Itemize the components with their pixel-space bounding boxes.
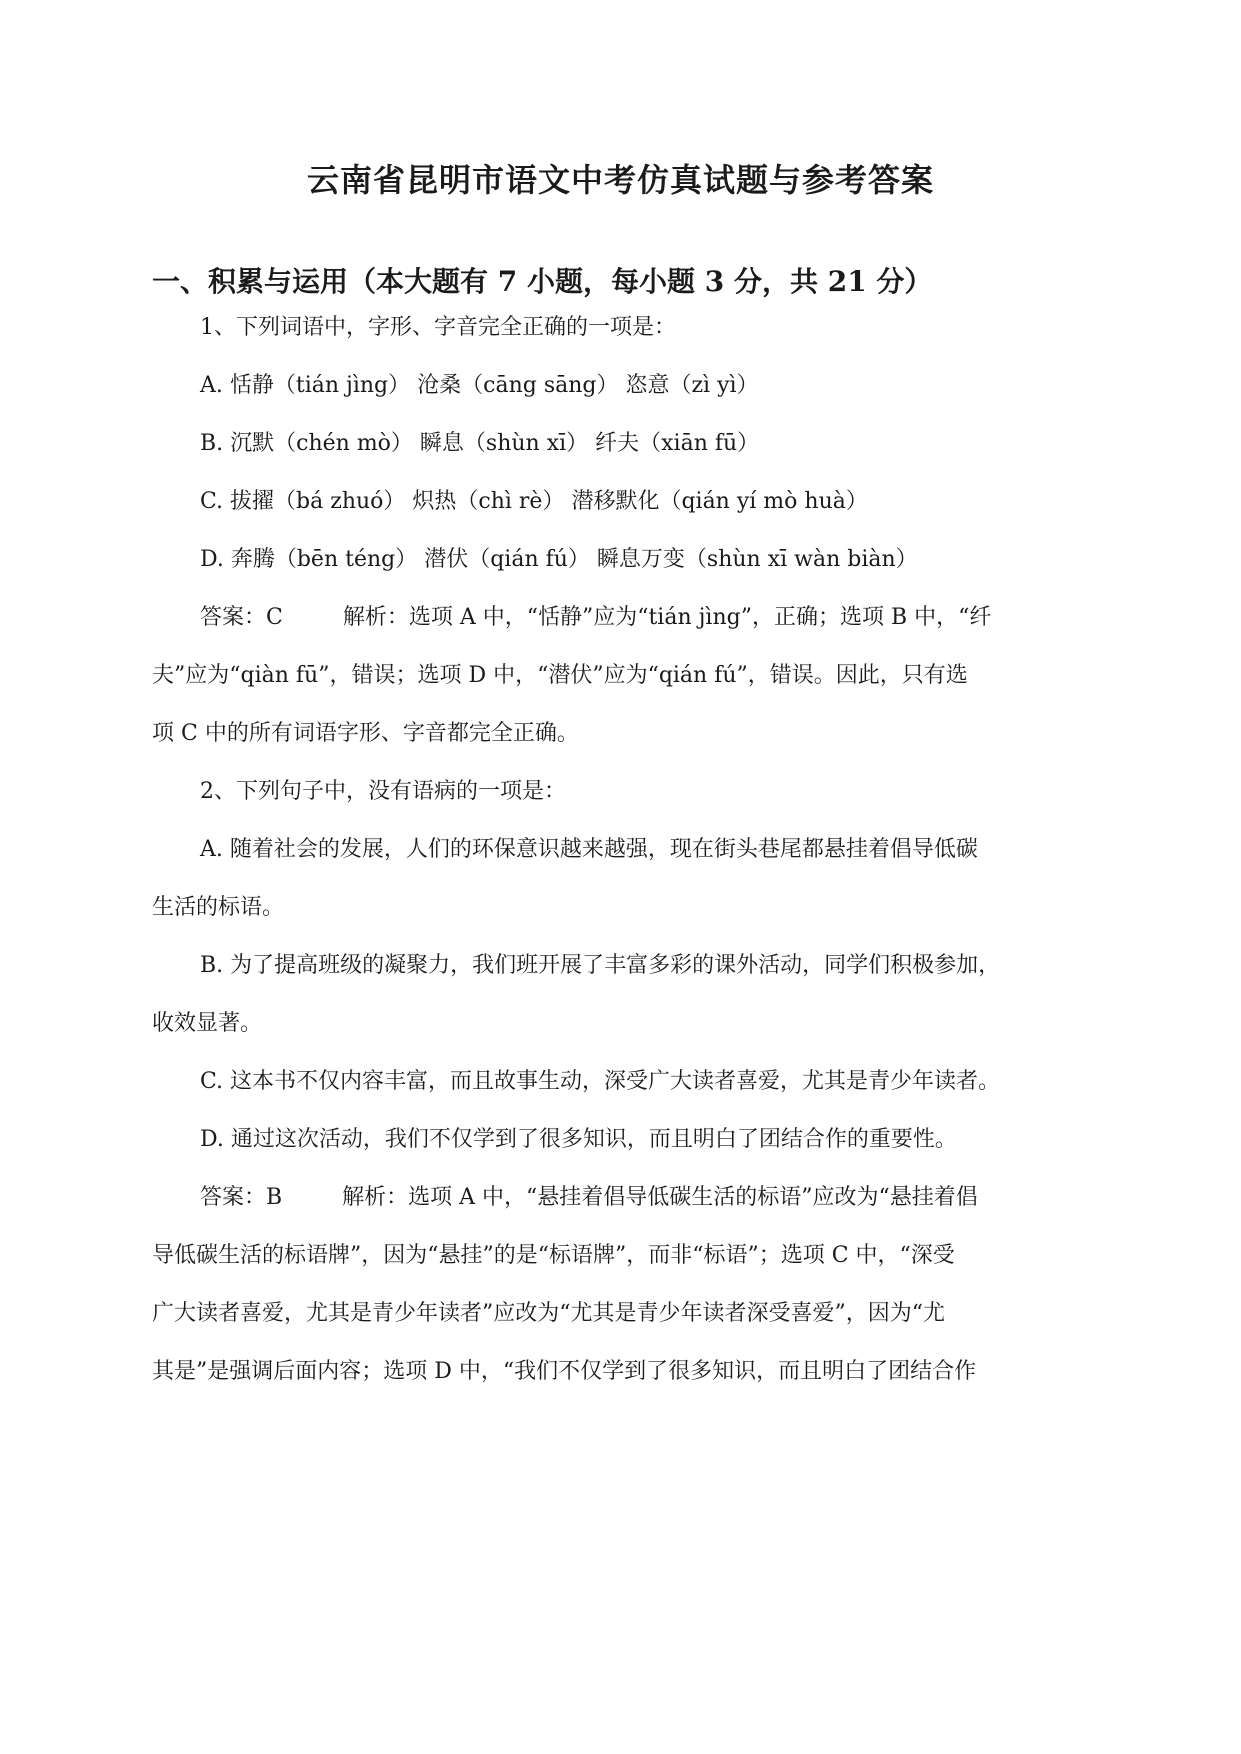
- question-2-option-b-line-2: 收效显著。: [152, 1011, 263, 1036]
- question-1-analysis-line-2: 夫”应为“qiàn fū”，错误；选项 D 中，“潜伏”应为“qián fú”，错误。因此，只有选: [152, 663, 968, 688]
- question-2-option-a-line-1: A. 随着社会的发展，人们的环保意识越来越强，现在街头巷尾都悬挂着倡导低碳: [200, 837, 978, 862]
- question-1-stem: 1、下列词语中，字形、字音完全正确的一项是：: [200, 315, 676, 340]
- question-2-option-b-line-1: B. 为了提高班级的凝聚力，我们班开展了丰富多彩的课外活动，同学们积极参加，: [200, 953, 1001, 978]
- section-heading: 一、积累与运用（本大题有 7 小题，每小题 3 分，共 21 分）: [152, 265, 933, 298]
- question-2-analysis-line-2: 导低碳生活的标语牌”，因为“悬挂”的是“标语牌”，而非“标语”；选项 C 中，“深受: [152, 1243, 955, 1268]
- question-1-analysis-line-1: 解析：选项 A 中，“恬静”应为“tián jìng”，正确；选项 B 中，“纤: [342, 605, 992, 630]
- question-1-option-b: B. 沉默（chén mò） 瞬息（shùn xī） 纤夫（xiān fū）: [200, 431, 760, 456]
- question-2-analysis-line-4: 其是”是强调后面内容；选项 D 中，“我们不仅学到了很多知识，而且明白了团结合作: [152, 1359, 977, 1384]
- question-2-stem: 2、下列句子中，没有语病的一项是：: [200, 779, 566, 804]
- question-2-option-c: C. 这本书不仅内容丰富，而且故事生动，深受广大读者喜爱，尤其是青少年读者。: [200, 1069, 1001, 1094]
- question-1-analysis-line-3: 项 C 中的所有词语字形、字音都完全正确。: [152, 721, 579, 746]
- question-2-option-d: D. 通过这次活动，我们不仅学到了很多知识，而且明白了团结合作的重要性。: [200, 1127, 957, 1152]
- question-2-answer: 答案：B: [200, 1185, 283, 1210]
- question-2-option-a-line-2: 生活的标语。: [152, 895, 285, 920]
- question-1-option-d: D. 奔腾（bēn téng） 潜伏（qián fú） 瞬息万变（shùn xī wàn biàn）: [200, 547, 918, 572]
- question-1-answer: 答案：C: [200, 605, 283, 630]
- question-1-answer-line: [200, 602, 991, 634]
- question-2-analysis-line-3: 广大读者喜爱，尤其是青少年读者”应改为“尤其是青少年读者深受喜爱”，因为“尤: [152, 1301, 945, 1326]
- document-title: 云南省昆明市语文中考仿真试题与参考答案: [306, 161, 934, 199]
- question-1-option-c: C. 拔擢（bá zhuó） 炽热（chì rè） 潜移默化（qián yí mò huà）: [200, 489, 868, 514]
- question-1-option-a: A. 恬静（tián jìng） 沧桑（cāng sāng） 恣意（zì yì）: [200, 373, 759, 398]
- question-2-answer-line: [200, 1182, 978, 1214]
- question-2-analysis-line-1: 解析：选项 A 中，“悬挂着倡导低碳生活的标语”应改为“悬挂着倡: [342, 1185, 978, 1210]
